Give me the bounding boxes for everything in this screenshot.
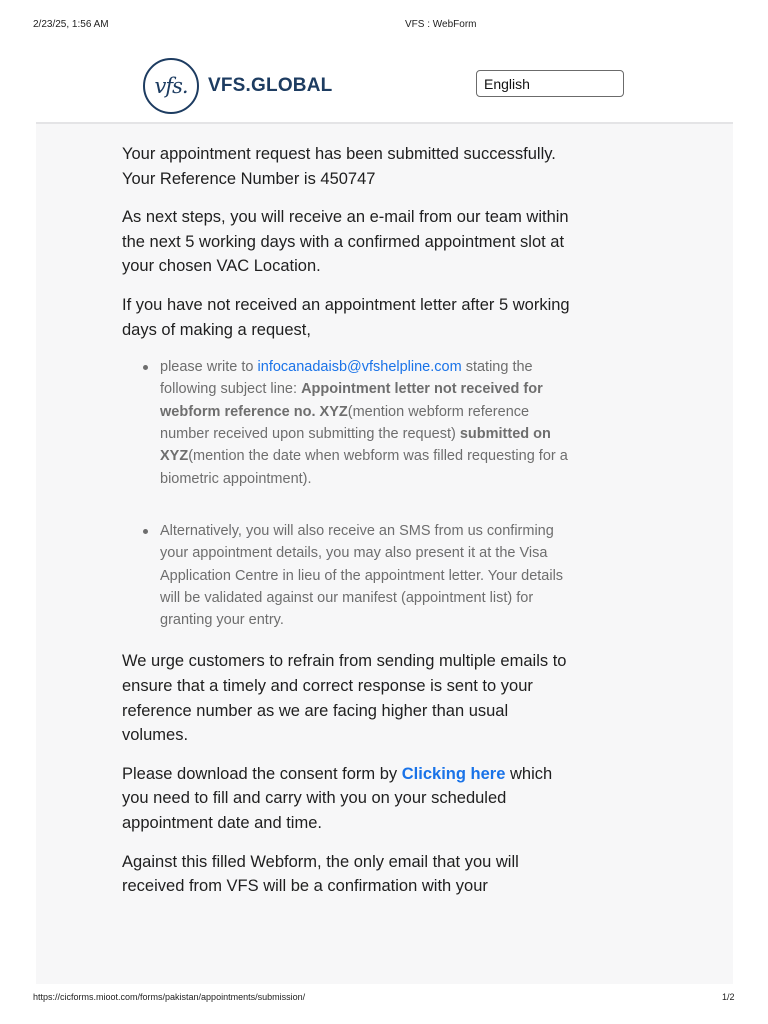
print-date: 2/23/25, 1:56 AM: [33, 19, 109, 30]
support-email-link[interactable]: infocanadaisb@vfshelpline.com: [257, 359, 462, 376]
next-steps-text: As next steps, you will receive an e-mail from our team within the next 5 working days with a confirmed appointment slot at your chosen VAC Location.: [122, 208, 569, 276]
no-letter-text: If you have not received an appointment letter after 5 working days of making a request,: [122, 295, 570, 339]
bullet-dot-icon: [143, 529, 148, 534]
subject-line-bold: Appointment letter not received for webform reference no. XYZ: [160, 381, 543, 420]
site-header: [36, 40, 733, 124]
confirmation-email-text: Against this filled Webform, the only email that you will received from VFS will be a confirmation with your: [122, 852, 519, 896]
vfs-logo-text: VFS.GLOBAL: [208, 75, 333, 96]
vfs-logo-mark: vfs.: [143, 58, 199, 114]
submitted-on-bold: submitted on XYZ: [160, 426, 551, 465]
language-select[interactable]: English: [476, 70, 624, 97]
submission-message: [122, 142, 572, 899]
print-header: [0, 14, 768, 30]
consent-form-link[interactable]: Clicking here: [401, 764, 506, 783]
urge-customers-text: We urge customers to refrain from sending multiple emails to ensure that a timely and correct response is sent to your reference number as we are facing higher than usual volumes.: [122, 652, 567, 745]
list-item: please write to infocanadaisb@vfshelpline.com stating the following subject line: Appointment letter not received for webform reference no. XYZ(mention webform reference number received upon submitting the request) submitted on XYZ(mention the date when webform was filled requesting for a biometric appointment).: [122, 356, 572, 490]
confirmation-text: Your appointment request has been submitted successfully. Your Reference Number is 450747: [122, 145, 556, 188]
instructions-list: [122, 356, 572, 631]
vfs-logo[interactable]: [143, 55, 332, 117]
print-page-number: 1/2: [722, 992, 735, 1002]
list-item: Alternatively, you will also receive an SMS from us confirming your appointment details, you may also present it at the Visa Application Centre in lieu of the appointment letter. Your details will be validated against our manifest (appointment list) for granting your entry.: [122, 520, 572, 631]
consent-form-text: Please download the consent form by Clicking here which you need to fill and carry with you on your scheduled appointment date and time.: [122, 764, 553, 832]
print-title: VFS : WebForm: [405, 19, 477, 30]
bullet-dot-icon: [143, 365, 148, 370]
print-url: https://cicforms.mioot.com/forms/pakistan/appointments/submission/: [33, 992, 306, 1002]
